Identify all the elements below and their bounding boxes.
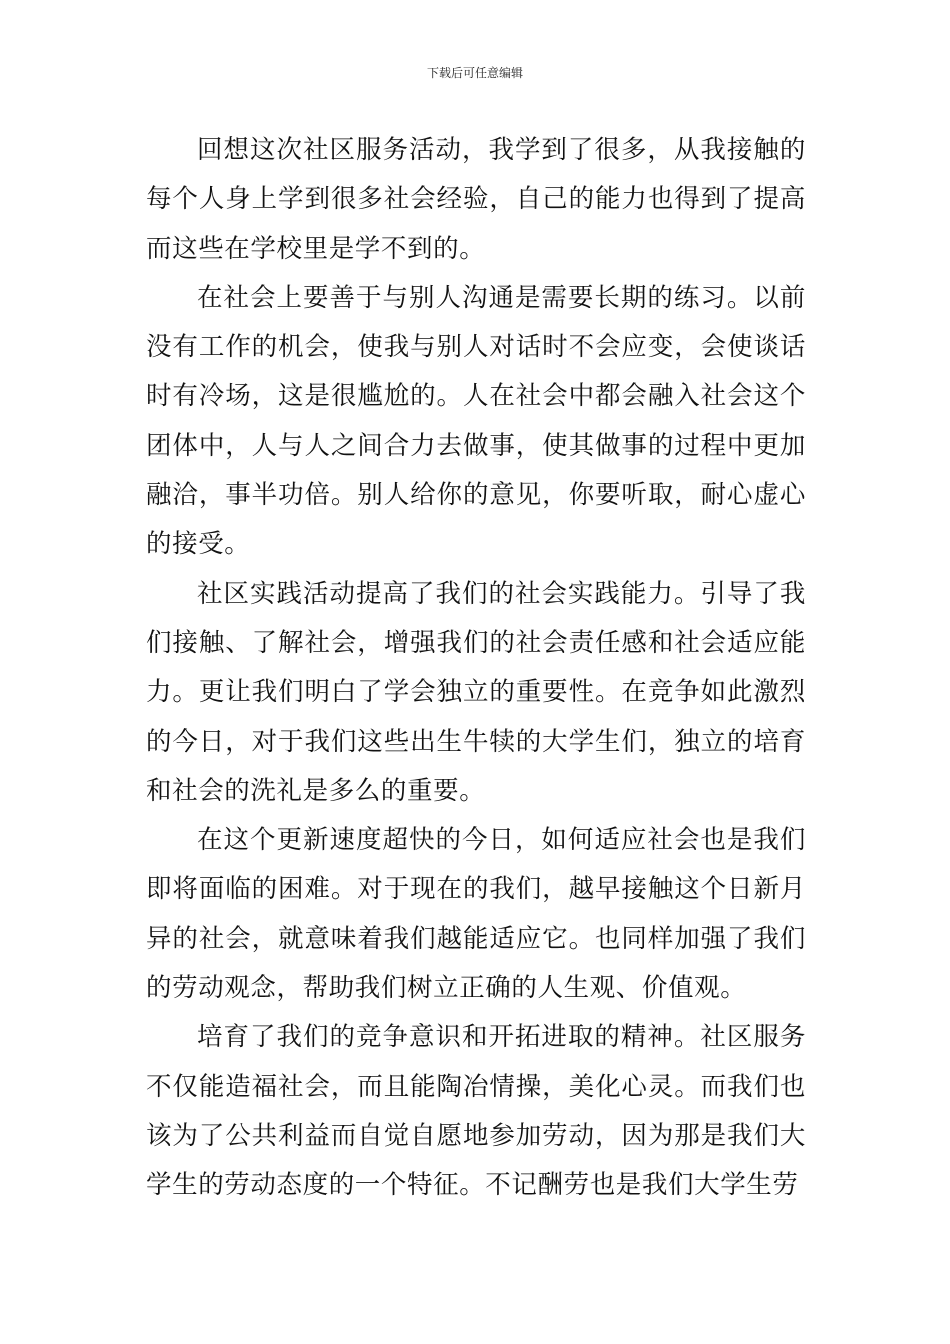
document-body	[146, 126, 806, 1211]
paragraph-4: 在这个更新速度超快的今日，如何适应社会也是我们即将面临的困难。对于现在的我们，越早接触这个日新月异的社会，就意味着我们越能适应它。也同样加强了我们的劳动观念，帮助我们树立正确的人生观、价值观。	[146, 825, 806, 1004]
paragraph-2: 在社会上要善于与别人沟通是需要长期的练习。以前没有工作的机会，使我与别人对话时不会应变，会使谈话时有冷场，这是很尴尬的。人在社会中都会融入社会这个团体中，人与人之间合力去做事，使其做事的过程中更加融洽，事半功倍。别人给你的意见，你要听取，耐心虚心的接受。	[146, 282, 806, 560]
paragraph-1: 回想这次社区服务活动，我学到了很多，从我接触的每个人身上学到很多社会经验，自己的能力也得到了提高而这些在学校里是学不到的。	[146, 135, 806, 264]
paragraph-5: 培育了我们的竞争意识和开拓进取的精神。社区服务不仅能造福社会，而且能陶冶情操，美化心灵。而我们也该为了公共利益而自觉自愿地参加劳动，因为那是我们大学生的劳动态度的一个特征。不记酬劳也是我们大学生劳	[146, 1022, 806, 1201]
page-header: 下载后可任意编辑	[426, 66, 523, 80]
paragraph-3: 社区实践活动提高了我们的社会实践能力。引导了我们接触、了解社会，增强我们的社会责任感和社会适应能力。更让我们明白了学会独立的重要性。在竞争如此激烈的今日，对于我们这些出生牛犊的大学生们，独立的培育和社会的洗礼是多么的重要。	[146, 578, 806, 806]
